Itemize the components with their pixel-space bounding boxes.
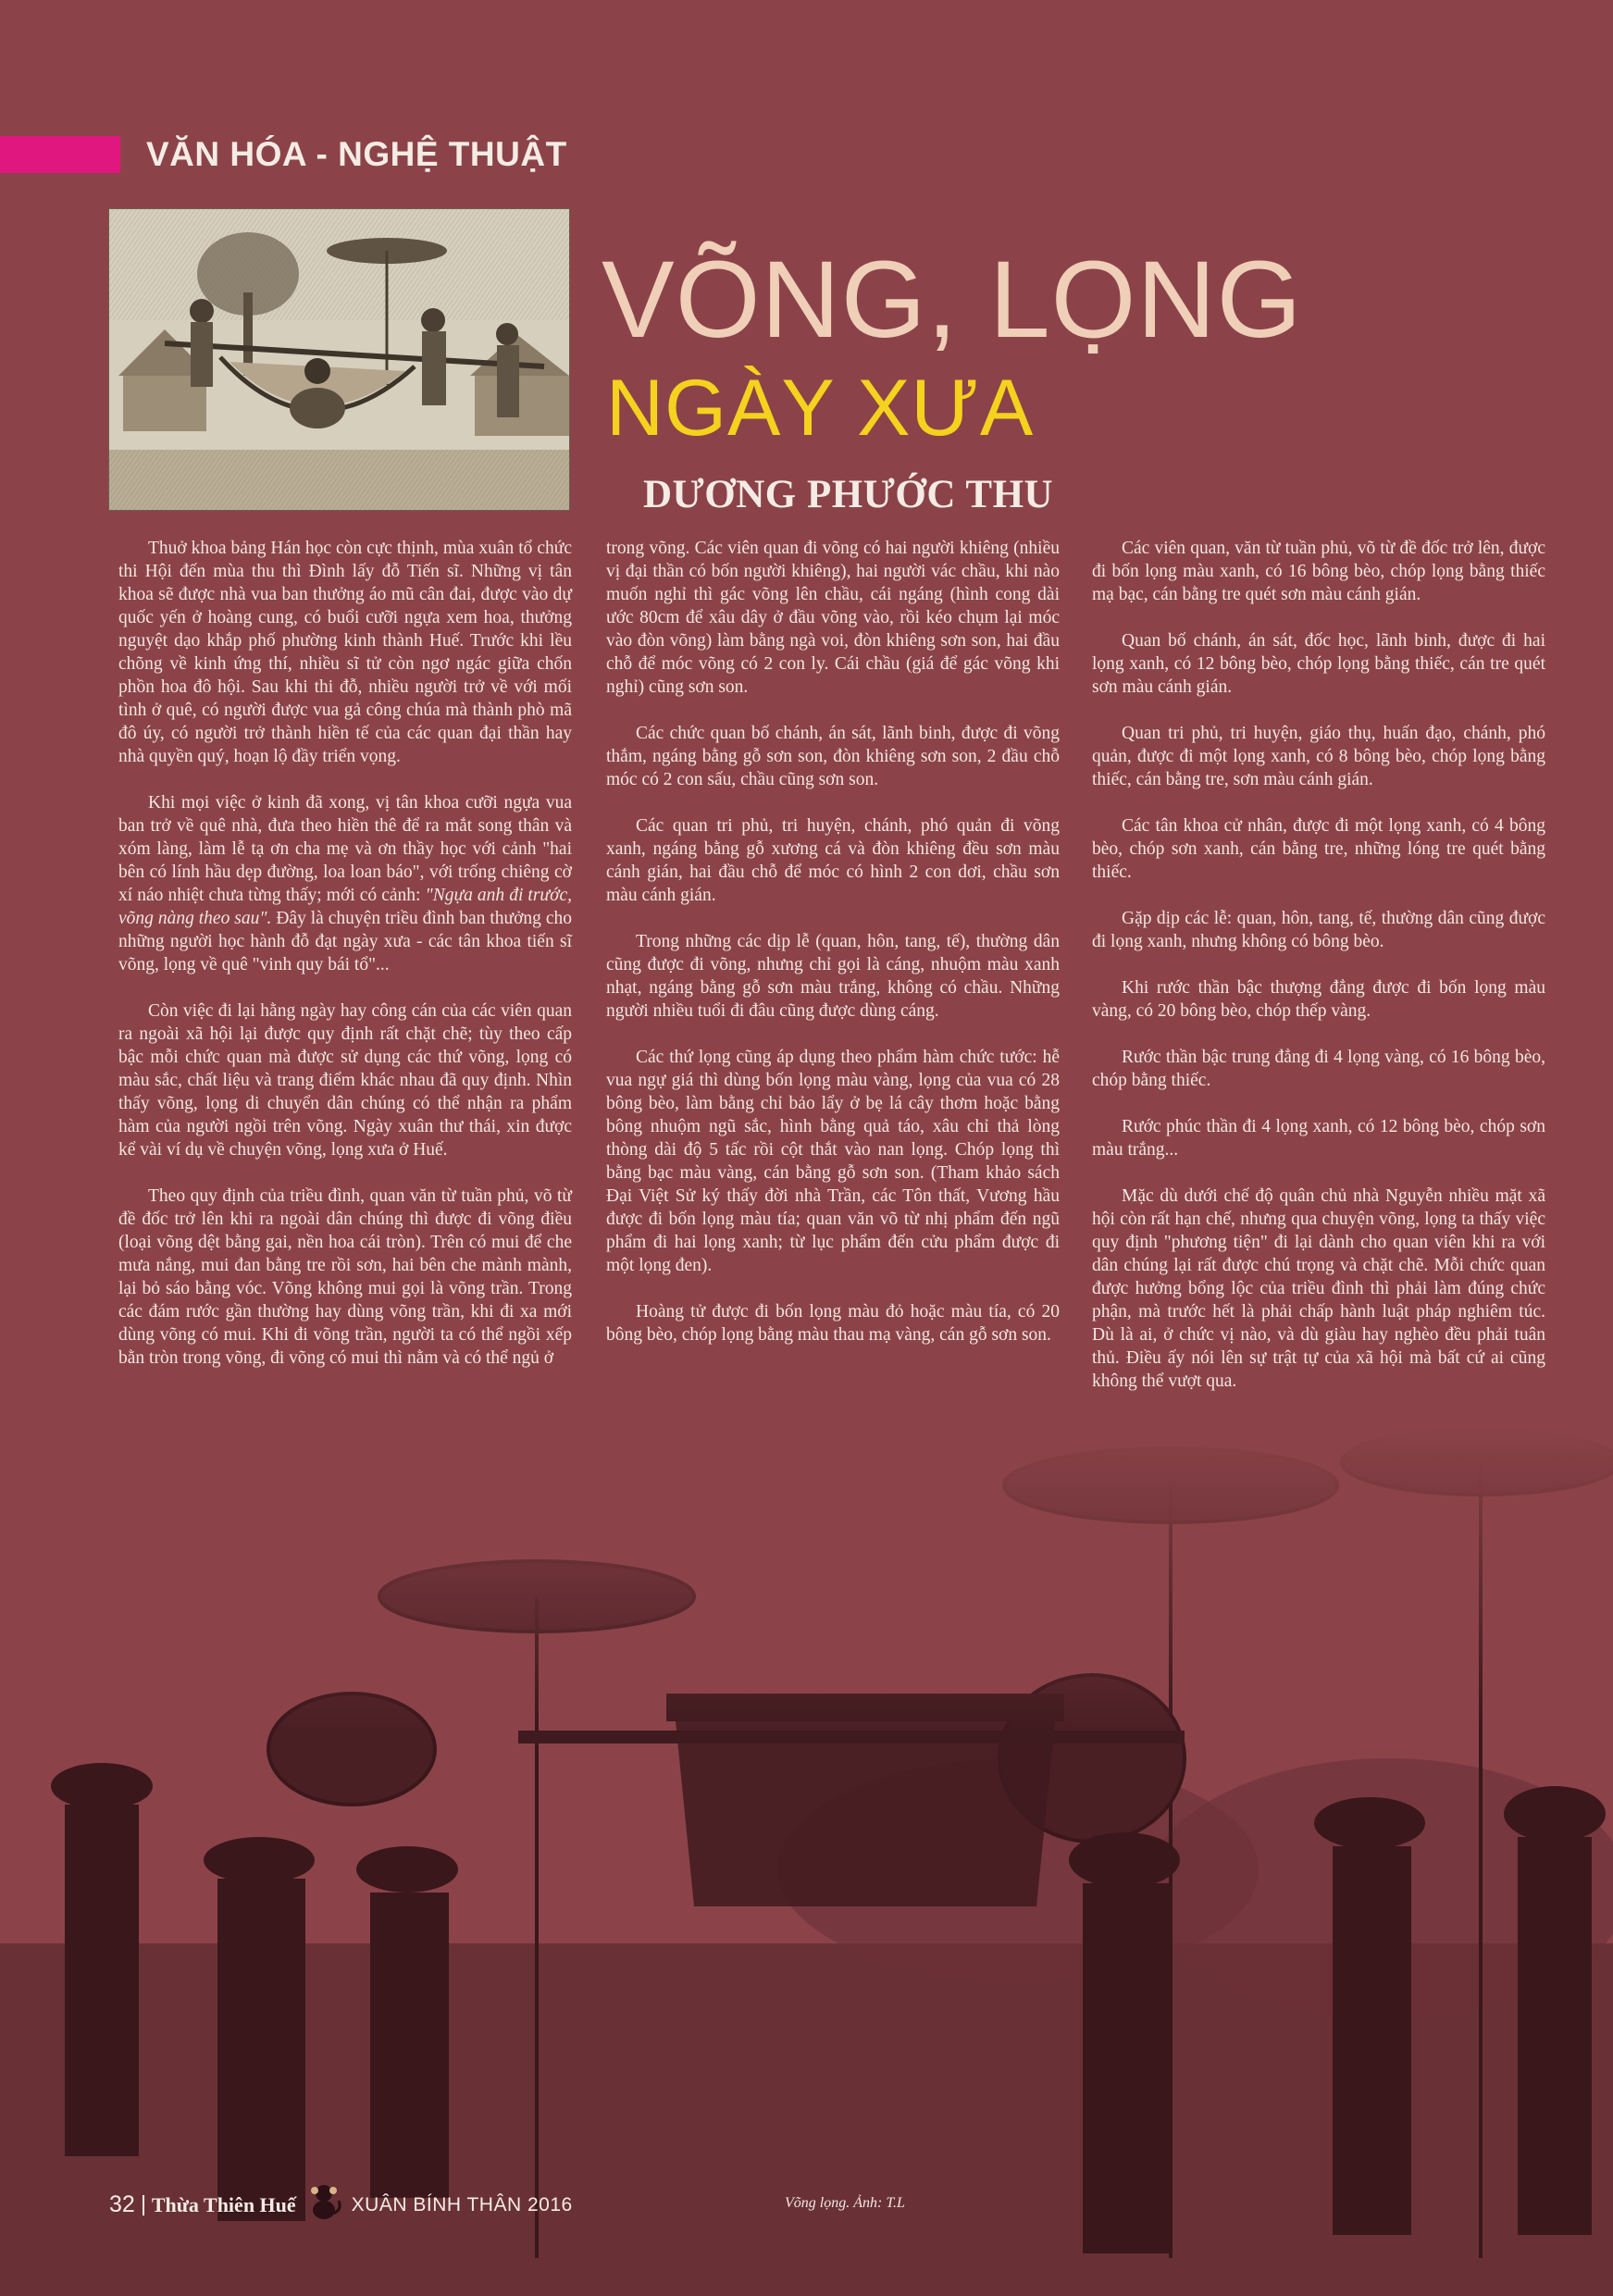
text-column-1 xyxy=(118,537,572,1393)
paragraph: Rước phúc thần đi 4 lọng xanh, có 12 bông bèo, chóp sơn màu trắng... xyxy=(1092,1117,1545,1160)
paragraph: Các viên quan, văn từ tuần phủ, võ từ đề đốc trở lên, được đi bốn lọng màu xanh, có 16 bông bèo, chóp lọng bằng thiếc mạ bạc, cán bằng tre quét sơn màu cánh gián. xyxy=(1092,539,1545,604)
monkey-logo-icon xyxy=(305,2182,342,2228)
paragraph: Quan tri phủ, tri huyện, giáo thụ, huấn đạo, chánh, phó quản, được đi một lọng xanh, có 8 bông bèo, chóp lọng bằng thiếc, cán bằng tre, sơn màu cánh gián. xyxy=(1092,724,1545,789)
paragraph: Khi rước thần bậc thượng đẳng được đi bốn lọng màu vàng, có 20 bông bèo, chóp thếp vàng. xyxy=(1092,978,1545,1021)
paragraph: Các tân khoa cử nhân, được đi một lọng xanh, có 4 bông bèo, chóp sơn xanh, cán bằng tre, những lóng tre quét bằng thiếc. xyxy=(1092,816,1545,882)
paragraph: Khi mọi việc ở kinh đã xong, vị tân khoa cưỡi ngựa vua ban trở về quê nhà, đưa theo hiền thê để ra mắt song thân và xóm làng, làm lễ tạ ơn cha mẹ và ơn thầy học với cảnh "hai bên có lính hầu dẹp đường, loa loan báo", với trống chiêng cờ xí náo nhiệt chưa từng thấy; mới có cảnh: "Ngựa anh đi trước, võng nàng theo sau". Đây là chuyện triều đình ban thưởng cho những người học hành đỗ đạt ngày xưa - các tân khoa tiến sĩ võng, lọng về quê "vinh quy bái tổ"... xyxy=(118,793,573,974)
paragraph: Gặp dịp các lễ: quan, hôn, tang, tế, thường dân cũng được đi lọng xanh, nhưng không có bông bèo. xyxy=(1092,909,1545,951)
page-number: 32 xyxy=(109,2191,135,2217)
text-column-3 xyxy=(1092,537,1545,1416)
page-footer xyxy=(109,2182,573,2228)
paragraph: Rước thần bậc trung đẳng đi 4 lọng vàng, có 16 bông bèo, chóp bằng thiếc. xyxy=(1092,1048,1545,1090)
paragraph: trong võng. Các viên quan đi võng có hai người khiêng (nhiều vị đại thần có bốn người khiêng), hai người vác chầu, khi nào muốn nghỉ thì gác võng lên chầu, cái ngáng (hình cong dài ước 80cm để xâu dây ở đầu võng vào, rồi kéo chụm lại móc vào đòn võng) làm bằng ngà voi, đòn khiêng sơn son, hai đầu chỗ để móc võng có 2 con ly. Cái chầu (giá để gác võng khi nghỉ) cũng sơn son. xyxy=(606,539,1060,697)
section-accent-bar xyxy=(0,136,120,173)
hammock-engraving-image xyxy=(108,208,570,511)
text-column-2 xyxy=(606,537,1060,1370)
issue-label: XUÂN BÍNH THÂN 2016 xyxy=(351,2193,573,2215)
section-label: VĂN HÓA - NGHỆ THUẬT xyxy=(146,135,567,173)
article-subtitle: NGÀY XƯA xyxy=(606,364,1035,453)
paragraph: Hoàng tử được đi bốn lọng màu đỏ hoặc màu tía, có 20 bông bèo, chóp lọng bằng màu thau mạ vàng, cán gỗ sơn son. xyxy=(606,1302,1060,1345)
paragraph: Thuở khoa bảng Hán học còn cực thịnh, mùa xuân tổ chức thi Hội đến mùa thu thì Đình lấy đỗ Tiến sĩ. Những vị tân khoa sẽ được nhà vua ban thưởng áo mũ cân đai, được vào dự quốc yến ở hoàng cung, có buổi cưỡi ngựa xem hoa, thưởng nguyệt dạo khắp phố phường kinh thành Huế. Trước khi lều chõng về kinh ứng thí, nhiều sĩ tử còn ngơ ngác giữa chốn phồn hoa đô hội. Sau khi thi đỗ, nhiều người trở về với mối tình ở quê, có người được vua gả công chúa mà thành phò mã đô úy, có người trở thành hiền tế của các quan đại thần hay nhà quyền quý, hoạn lộ đầy triển vọng. xyxy=(118,539,572,766)
palanquin-parasol-photo xyxy=(0,1425,1613,2296)
paragraph: Các thứ lọng cũng áp dụng theo phẩm hàm chức tước: hễ vua ngự giá thì dùng bốn lọng màu vàng, lọng của vua có 28 bông bèo, làm bằng chỉ bảo lẩy ở bẹ lá cây thơm hoặc bằng bông nhuộm ngũ sắc, hình bằng quả táo, xâu chỉ thả lòng thòng dài độ 5 tấc rồi cột thắt vào nan lọng. Chóp lọng thì bằng bạc màu vàng, cán bằng gỗ sơn son. (Tham khảo sách Đại Việt Sử ký thấy đời nhà Trần, các Tôn thất, Vương hầu được đi bốn lọng màu tía; quan văn võ từ nhị phẩm đến ngũ phẩm đi hai lọng xanh; từ lục phẩm đến cửu phẩm được đi một lọng đen). xyxy=(606,1048,1060,1275)
paragraph: Theo quy định của triều đình, quan văn từ tuần phủ, võ từ đề đốc trở lên khi ra ngoài dân chúng thì được đi võng điều (loại võng dệt bằng gai, nền hoa cái tròn). Trên có mui để che mưa nắng, mui đan bằng tre rồi sơn, hai bên che mành mành, lại bỏ sáo bằng vóc. Võng không mui gọi là võng trần. Trong các đám rước gần thường hay dùng võng trần, khi đi xa mới dùng võng có mui. Khi đi võng trần, người ta có thể ngồi xếp bằn tròn trong võng, đi võng có mui thì nằm và có thể ngủ ở xyxy=(118,1186,572,1368)
paragraph: Trong những các dịp lễ (quan, hôn, tang, tế), thường dân cũng được đi võng, nhưng chỉ gọi là cáng, nhuộm màu xanh nhạt, ngáng bằng gỗ sơn màu trắng, không có chầu. Những người nhiều tuổi đi đâu cũng được dùng cáng. xyxy=(606,932,1060,1021)
article-title: VÕNG, LỌNG xyxy=(602,239,1303,361)
paragraph: Còn việc đi lại hằng ngày hay công cán của các viên quan ra ngoài xã hội lại được quy định rất chặt chẽ; tùy theo cấp bậc mỗi chức quan mà được sử dụng các thứ võng, lọng có màu sắc, chất liệu và trang điểm khác nhau đã quy định. Nhìn thấy võng, lọng di chuyển dân chúng có thể nhận ra phẩm hàm của người ngồi trên võng. Ngày xuân thư thái, xin được kể vài ví dụ về chuyện võng, lọng xưa ở Huế. xyxy=(118,1001,572,1160)
paragraph: Các quan tri phủ, tri huyện, chánh, phó quản đi võng xanh, ngáng bằng gỗ xương cá và đòn khiêng đều sơn màu cánh gián, hai đầu chỗ để móc có hình 2 con dơi, chầu sơn màu cánh gián. xyxy=(606,816,1060,905)
paragraph: Mặc dù dưới chế độ quân chủ nhà Nguyễn nhiều mặt xã hội còn rất hạn chế, nhưng qua chuyện võng, lọng ta thấy việc quy định "phương tiện" đi lại dành cho quan viên khi ra với dân chúng lại rất được chú trọng và chặt chẽ. Mỗi chức quan được hưởng bổng lộc của triều đình thì phải làm đúng chức phận, mà trước hết là phải chấp hành luật pháp nghiêm túc. Dù là ai, ở chức vị nào, và dù giàu hay nghèo đều phải tuân thủ. Điều ấy nói lên sự trật tự của xã hội mà bất cứ ai cũng không thể vượt qua. xyxy=(1092,1186,1545,1391)
paragraph: Quan bố chánh, án sát, đốc học, lãnh binh, được đi hai lọng xanh, có 12 bông bèo, chóp lọng bằng thiếc, cán tre quét sơn màu cánh gián. xyxy=(1092,631,1545,697)
photo-caption: Võng lọng. Ảnh: T.L xyxy=(785,2195,905,2211)
author-name: DƯƠNG PHƯỚC THU xyxy=(643,473,1054,516)
quote-italic: "Ngựa anh đi trước, võng nàng theo sau". xyxy=(118,886,573,928)
footer-divider xyxy=(143,2195,144,2215)
paragraph: Các chức quan bố chánh, án sát, lãnh binh, được đi võng thắm, ngáng bằng gỗ sơn son, đòn khiêng sơn son, 2 đầu chỗ móc có 2 con sấu, chầu cũng sơn son. xyxy=(606,724,1060,789)
magazine-name: Thừa Thiên Huế xyxy=(151,2192,296,2216)
